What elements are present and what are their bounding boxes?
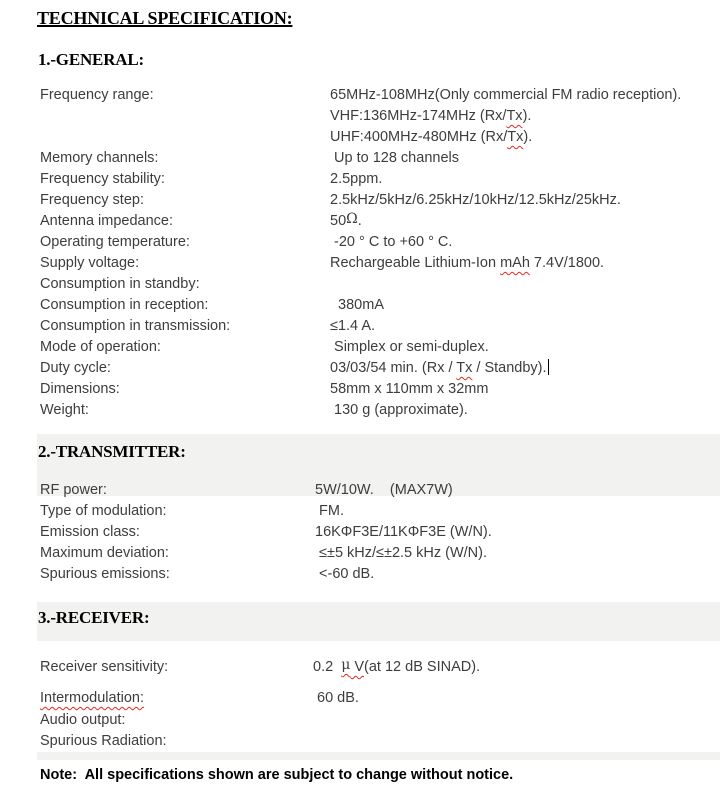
spec-value [330, 232, 452, 253]
misspelled-text: V [350, 659, 365, 675]
spec-label: Duty cycle: [40, 360, 111, 376]
value-text: 7.4V/1800. [529, 255, 605, 271]
spec-value [330, 253, 604, 274]
spec-value [330, 190, 621, 211]
value-text: VHF:136MHz-174MHz (Rx/ [330, 108, 507, 124]
spec-row [0, 211, 720, 232]
spec-value [330, 211, 362, 232]
spec-value [315, 522, 492, 543]
spec-label: Frequency step: [40, 192, 144, 208]
text-caret [548, 359, 550, 375]
spec-value [315, 564, 374, 585]
value-text: Simplex or semi-duplex. [330, 339, 489, 355]
spec-row [0, 253, 720, 274]
value-text: 0.2 [313, 659, 342, 675]
value-text: Up to 128 channels [330, 150, 459, 166]
spec-label: RF power: [40, 482, 107, 498]
spec-row [0, 85, 720, 106]
spec-value [330, 169, 382, 190]
spec-row [0, 148, 720, 169]
spec-label: Spurious Radiation: [40, 733, 167, 749]
spec-label: Consumption in standby: [40, 276, 200, 292]
spec-row [0, 295, 720, 316]
spec-row [0, 232, 720, 253]
spec-row [0, 127, 720, 148]
spec-label: Antenna impedance: [40, 213, 174, 229]
value-text: ). [522, 108, 532, 124]
spec-label: Audio output: [40, 712, 126, 728]
value-text: 58mm x 110mm x 32mm [330, 381, 489, 397]
value-text: <-60 dB. [315, 566, 375, 582]
spec-value [313, 657, 480, 678]
spec-label: Frequency stability: [40, 171, 165, 187]
spec-label: Spurious emissions: [40, 566, 170, 582]
value-text: Rechargeable Lithium-Ion [330, 255, 501, 271]
value-text: ). [523, 129, 533, 145]
spec-label: Maximum deviation: [40, 545, 169, 561]
spec-label: Dimensions: [40, 381, 120, 397]
spec-label: Frequency range: [40, 87, 154, 103]
value-text: 50 [330, 213, 347, 229]
spec-row [0, 169, 720, 190]
misspelled-text: Tx [456, 360, 473, 376]
spec-row [0, 190, 720, 211]
spec-row [0, 274, 720, 295]
spec-row [0, 731, 720, 752]
spec-value [313, 688, 359, 709]
spec-row [0, 501, 720, 522]
spec-label: Memory channels: [40, 150, 159, 166]
spec-value [330, 127, 532, 148]
spec-row [0, 688, 720, 709]
value-text: ≤±5 kHz/≤±2.5 kHz (W/N). [315, 545, 488, 561]
spec-row [0, 379, 720, 400]
spec-value [330, 316, 375, 337]
document-title: TECHNICAL SPECIFICATION: [37, 8, 293, 28]
value-text: 2.5ppm. [330, 171, 383, 187]
spec-row [0, 564, 720, 585]
spec-row [0, 657, 720, 678]
spec-value [330, 148, 459, 169]
spec-label: Consumption in transmission: [40, 318, 231, 334]
spec-value [315, 501, 344, 522]
spec-row [0, 337, 720, 358]
spec-row [0, 400, 720, 421]
spec-value [330, 106, 531, 127]
spec-label: Supply voltage: [40, 255, 140, 271]
spec-value [315, 543, 487, 564]
spec-value [330, 400, 468, 421]
misspelled-text: Tx [507, 129, 524, 145]
value-text: . [357, 213, 362, 229]
misspelled-text: mAh [500, 255, 530, 271]
spec-value [330, 337, 489, 358]
section-heading-general: 1.-GENERAL: [38, 50, 144, 69]
spec-value [330, 358, 549, 379]
value-text: 2.5kHz/5kHz/6.25kHz/10kHz/12.5kHz/25kHz. [330, 192, 621, 208]
spec-row [0, 543, 720, 564]
spec-row [0, 358, 720, 379]
spec-value [315, 480, 453, 501]
spec-value [330, 379, 488, 400]
value-text: 380mA [330, 297, 384, 313]
value-text: 60 dB. [313, 690, 359, 706]
spec-row [0, 710, 720, 731]
value-text: 03/03/54 min. (Rx / [330, 360, 457, 376]
section-heading-transmitter: 2.-TRANSMITTER: [38, 442, 186, 461]
misspelled-text: μ [341, 657, 351, 673]
value-text: 130 g (approximate). [330, 402, 468, 418]
spec-label: Receiver sensitivity: [40, 659, 169, 675]
spec-row [0, 522, 720, 543]
spec-value [330, 295, 384, 316]
spec-label: Mode of operation: [40, 339, 161, 355]
symbol-glyph: Ω [346, 211, 358, 227]
value-text: FM. [315, 503, 344, 519]
value-text: -20 ° C to +60 ° C. [330, 234, 453, 250]
spec-label: Emission class: [40, 524, 140, 540]
section-heading-receiver: 3.-RECEIVER: [38, 608, 150, 627]
spec-label: Consumption in reception: [40, 297, 209, 313]
misspelled-text: Tx [506, 108, 523, 124]
spec-label: Intermodulation: [40, 690, 144, 706]
value-text: / Standby). [472, 360, 547, 376]
spec-label: Operating temperature: [40, 234, 190, 250]
spec-value [330, 85, 681, 106]
spec-row [0, 480, 720, 501]
spec-label: Weight: [40, 402, 89, 418]
value-text: (at 12 dB SINAD). [364, 659, 481, 675]
value-text: 5W/10W. (MAX7W) [315, 482, 453, 498]
value-text: ≤1.4 A. [330, 318, 376, 334]
value-text: 65MHz-108MHz(Only commercial FM radio reception). [330, 87, 682, 103]
spec-label: Type of modulation: [40, 503, 167, 519]
empty-paragraph-shading [37, 752, 720, 760]
footer-note: Note: All specifications shown are subject to change without notice. [40, 767, 514, 783]
spec-row [0, 106, 720, 127]
spec-row [0, 316, 720, 337]
value-text: UHF:400MHz-480MHz (Rx/ [330, 129, 508, 145]
value-text: 16KΦF3E/11KΦF3E (W/N). [315, 524, 492, 540]
